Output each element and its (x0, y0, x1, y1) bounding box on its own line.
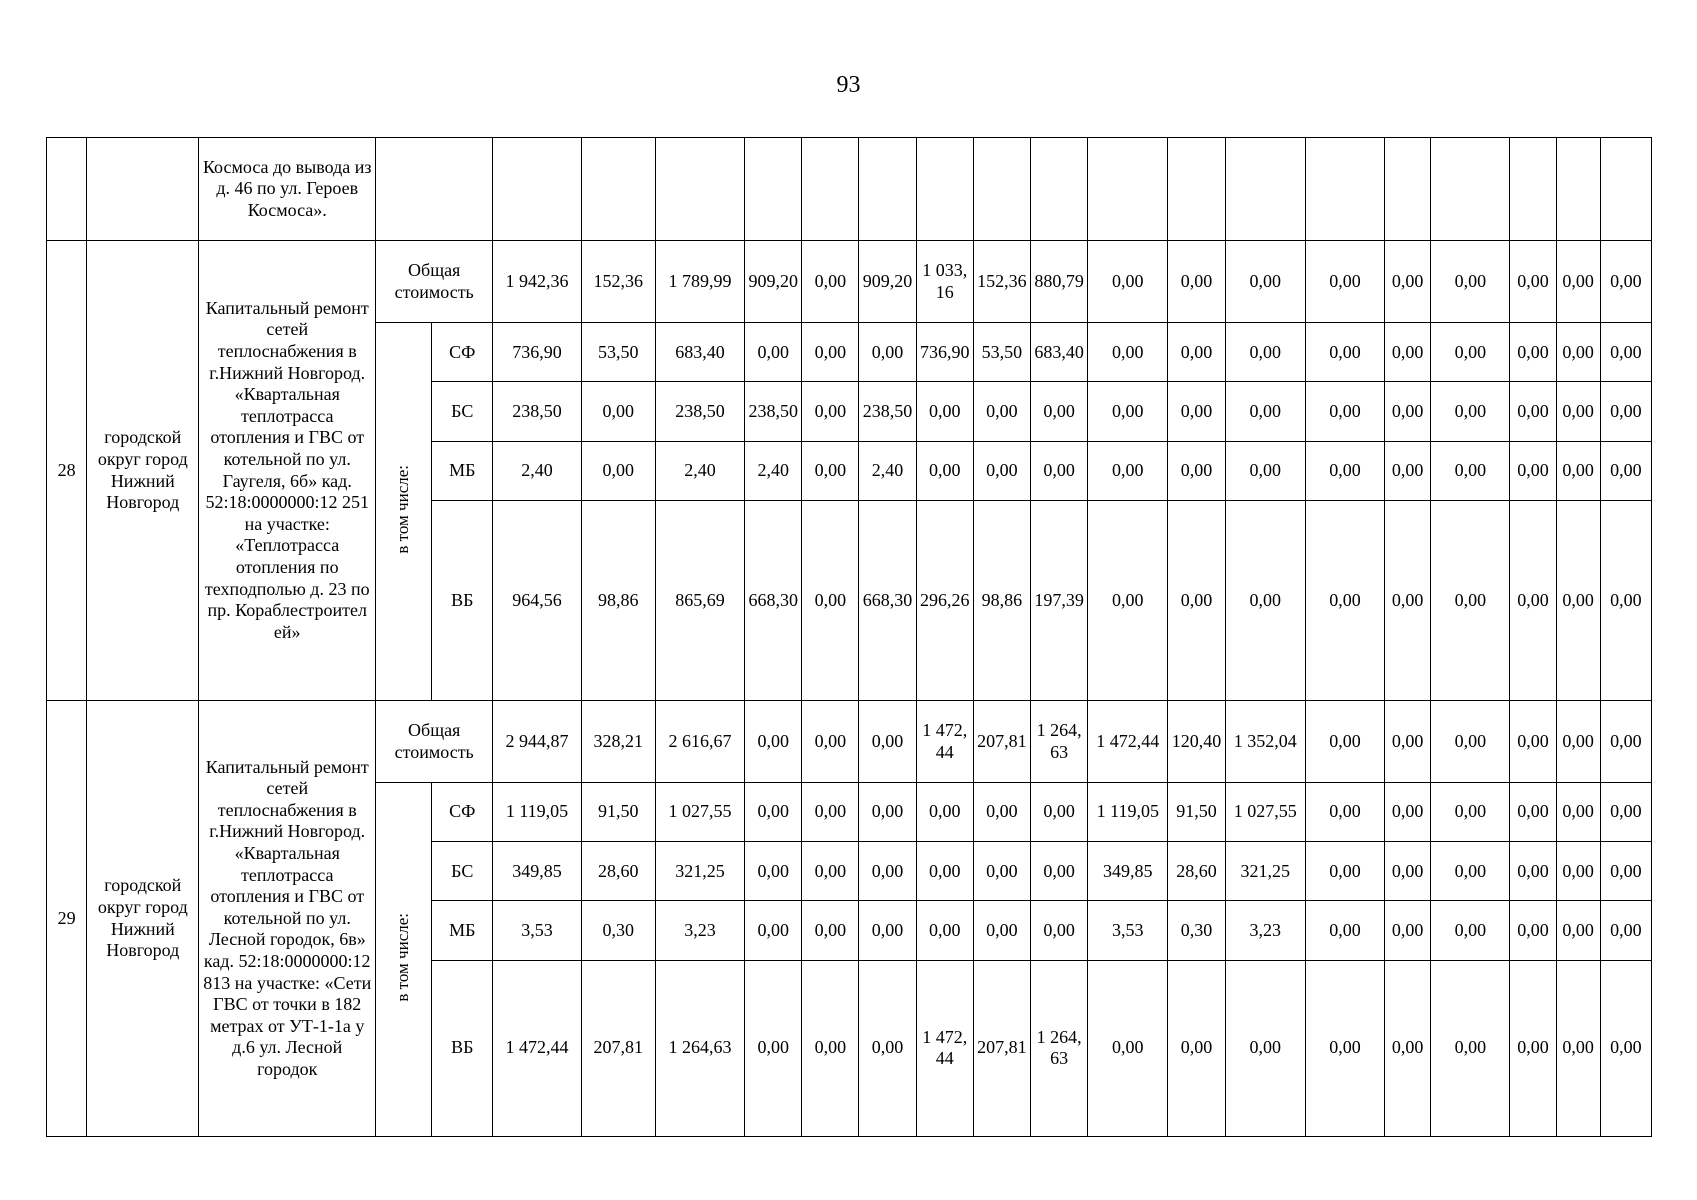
value-cell: 0,00 (1385, 960, 1431, 1136)
source-label: МБ (432, 441, 493, 500)
value-cell: 0,00 (1556, 441, 1600, 500)
value-cell: 0,00 (1510, 382, 1556, 441)
value-cell: 0,00 (1556, 382, 1600, 441)
value-cell: 0,00 (859, 783, 916, 842)
value-cell: 0,00 (1510, 241, 1556, 323)
value-cell: 0,00 (1556, 901, 1600, 960)
value-cell: 98,86 (973, 500, 1030, 700)
owner-cell (87, 138, 199, 241)
value-cell: 0,00 (1556, 500, 1600, 700)
value-cell: 0,00 (1510, 783, 1556, 842)
value-cell: 1 027,55 (1225, 783, 1305, 842)
value-cell: 2,40 (493, 441, 581, 500)
value-cell: 0,00 (1600, 323, 1651, 382)
value-cell: 3,23 (1225, 901, 1305, 960)
value-cell: 1 119,05 (493, 783, 581, 842)
value-cell: 0,00 (1385, 500, 1431, 700)
value-cell: 0,00 (1556, 842, 1600, 901)
value-cell: 0,00 (1305, 842, 1384, 901)
value-cell: 0,00 (802, 441, 859, 500)
value-cell: 0,00 (1225, 241, 1305, 323)
value-cell: 238,50 (655, 382, 744, 441)
value-cell: 0,00 (859, 323, 916, 382)
value-cell: 120,40 (1168, 701, 1225, 783)
value-cell: 1 352,04 (1225, 701, 1305, 783)
value-cell: 683,40 (655, 323, 744, 382)
source-label: МБ (432, 901, 493, 960)
value-cell: 0,00 (1030, 783, 1087, 842)
value-cell: 91,50 (581, 783, 655, 842)
value-cell: 207,81 (581, 960, 655, 1136)
value-cell: 321,25 (655, 842, 744, 901)
value-cell: 3,23 (655, 901, 744, 960)
value-cell: 0,00 (802, 382, 859, 441)
source-label: ВБ (432, 960, 493, 1136)
total-label: Общая стоимость (376, 701, 493, 783)
row-index: 28 (47, 241, 87, 701)
value-cell: 0,00 (1600, 783, 1651, 842)
budget-table-body (47, 138, 1652, 1137)
table-row-total (47, 701, 1652, 783)
value-cell: 0,00 (1431, 441, 1510, 500)
value-cell: 98,86 (581, 500, 655, 700)
source-cell (376, 138, 493, 241)
value-cell: 0,00 (1385, 382, 1431, 441)
value-cell: 0,00 (1385, 441, 1431, 500)
value-cell: 0,00 (1600, 441, 1651, 500)
budget-table (46, 137, 1652, 1137)
value-cell: 0,00 (745, 323, 802, 382)
value-cell: 0,00 (1305, 241, 1384, 323)
value-cell: 53,50 (581, 323, 655, 382)
value-cell: 0,00 (1305, 323, 1384, 382)
value-cell: 1 472,44 (916, 701, 973, 783)
value-cell: 0,00 (1088, 500, 1168, 700)
value-cell: 0,30 (581, 901, 655, 960)
value-cell: 0,00 (1431, 960, 1510, 1136)
value-cell: 349,85 (493, 842, 581, 901)
value-cell: 0,00 (1431, 382, 1510, 441)
value-cell: 28,60 (1168, 842, 1225, 901)
value-cell: 0,00 (1225, 382, 1305, 441)
total-label: Общая стоимость (376, 241, 493, 323)
value-cell: 1 472,44 (1088, 701, 1168, 783)
value-cell: 0,00 (1168, 960, 1225, 1136)
value-cell: 0,00 (1225, 323, 1305, 382)
value-cell: 0,00 (1431, 701, 1510, 783)
value-cell: 0,00 (802, 323, 859, 382)
value-cell: 1 264,63 (1030, 960, 1087, 1136)
value-cell: 0,00 (1556, 701, 1600, 783)
value-cell: 736,90 (916, 323, 973, 382)
value-cell: 0,00 (1431, 323, 1510, 382)
table-row-total (47, 241, 1652, 323)
value-cell: 0,00 (745, 701, 802, 783)
value-cell: 0,00 (1556, 323, 1600, 382)
value-cell: 53,50 (973, 323, 1030, 382)
value-cell: 0,00 (1510, 960, 1556, 1136)
value-cell: 0,00 (916, 901, 973, 960)
value-cell: 0,00 (973, 783, 1030, 842)
value-cell: 668,30 (745, 500, 802, 700)
value-cell: 880,79 (1030, 241, 1087, 323)
value-cell: 0,00 (802, 241, 859, 323)
value-cell: 0,00 (745, 901, 802, 960)
value-cell: 1 472,44 (493, 960, 581, 1136)
description-cell: Капитальный ремонт сетей теплоснабжения в г.Нижний Новгород. «Квартальная теплотрасса отопления и ГВС от котельной по ул. Гаугеля, 6б» кад. 52:18:0000000:12 251 на участке: «Теплотрасса отопления по техподполью д. 23 по пр. Кораблестроител ей» (199, 241, 376, 701)
value-cell: 0,00 (745, 842, 802, 901)
source-label: СФ (432, 323, 493, 382)
source-label: ВБ (432, 500, 493, 700)
value-cell: 0,00 (1510, 441, 1556, 500)
value-cell: 0,00 (973, 901, 1030, 960)
value-cell: 1 264,63 (655, 960, 744, 1136)
value-cell: 0,00 (916, 441, 973, 500)
value-cell: 0,00 (1305, 701, 1384, 783)
including-label-cell (376, 323, 432, 701)
index-cell (47, 138, 87, 241)
value-cell: 0,00 (1431, 500, 1510, 700)
value-cell: 0,00 (1168, 382, 1225, 441)
value-cell: 0,00 (973, 382, 1030, 441)
value-cell: 1 033,16 (916, 241, 973, 323)
value-cell: 0,00 (859, 701, 916, 783)
value-cell: 152,36 (973, 241, 1030, 323)
value-cell: 28,60 (581, 842, 655, 901)
value-cell: 238,50 (493, 382, 581, 441)
value-cell: 1 472,44 (916, 960, 973, 1136)
value-cell: 0,00 (1600, 241, 1651, 323)
value-cell: 736,90 (493, 323, 581, 382)
value-cell: 0,00 (1600, 842, 1651, 901)
value-cell: 0,00 (745, 960, 802, 1136)
source-label: БС (432, 382, 493, 441)
value-cell: 0,00 (916, 783, 973, 842)
value-cell: 3,53 (493, 901, 581, 960)
value-cell: 349,85 (1088, 842, 1168, 901)
value-cell: 296,26 (916, 500, 973, 700)
value-cell: 0,00 (1431, 901, 1510, 960)
value-cell: 0,00 (1225, 960, 1305, 1136)
value-cell: 2,40 (745, 441, 802, 500)
value-cell: 0,00 (1600, 901, 1651, 960)
value-cell: 0,00 (1556, 960, 1600, 1136)
description-cell: Капитальный ремонт сетей теплоснабжения в г.Нижний Новгород. «Квартальная теплотрасса отопления и ГВС от котельной по ул. Лесной городок, 6в» кад. 52:18:0000000:12 813 на участке: «Сети ГВС от точки в 182 метрах от УТ-1-1а у д.6 ул. Лесной городок (199, 701, 376, 1137)
value-cell: 0,00 (802, 901, 859, 960)
value-cell: 152,36 (581, 241, 655, 323)
value-cell: 207,81 (973, 701, 1030, 783)
value-cell: 0,00 (859, 901, 916, 960)
value-cell: 0,00 (1385, 842, 1431, 901)
owner-cell: городской округ город Нижний Новгород (87, 701, 199, 1137)
value-cell: 683,40 (1030, 323, 1087, 382)
value-cell: 0,00 (916, 842, 973, 901)
value-cell: 0,00 (1600, 382, 1651, 441)
value-cell: 0,00 (802, 783, 859, 842)
value-cell: 0,00 (859, 842, 916, 901)
value-cell: 0,00 (581, 441, 655, 500)
value-cell: 0,30 (1168, 901, 1225, 960)
row-index: 29 (47, 701, 87, 1137)
value-cell: 0,00 (1088, 441, 1168, 500)
value-cell: 0,00 (802, 701, 859, 783)
value-cell: 0,00 (1088, 241, 1168, 323)
value-cell: 0,00 (916, 382, 973, 441)
including-label-cell (376, 783, 432, 1137)
value-cell: 0,00 (745, 783, 802, 842)
value-cell: 0,00 (802, 500, 859, 700)
value-cell: 0,00 (1556, 241, 1600, 323)
value-cell: 0,00 (1556, 783, 1600, 842)
value-cell: 0,00 (1168, 323, 1225, 382)
value-cell: 0,00 (1030, 382, 1087, 441)
value-cell: 328,21 (581, 701, 655, 783)
value-cell: 0,00 (1431, 783, 1510, 842)
value-cell: 0,00 (859, 960, 916, 1136)
value-cell: 0,00 (1510, 842, 1556, 901)
value-cell: 0,00 (1431, 842, 1510, 901)
value-cell: 0,00 (1030, 901, 1087, 960)
value-cell: 0,00 (1088, 323, 1168, 382)
value-cell: 0,00 (1600, 500, 1651, 700)
value-cell: 238,50 (745, 382, 802, 441)
value-cell: 0,00 (1510, 701, 1556, 783)
value-cell: 0,00 (1305, 783, 1384, 842)
value-cell: 0,00 (802, 842, 859, 901)
value-cell: 0,00 (1030, 441, 1087, 500)
value-cell: 197,39 (1030, 500, 1087, 700)
value-cell: 0,00 (1385, 241, 1431, 323)
value-cell: 321,25 (1225, 842, 1305, 901)
value-cell: 0,00 (1510, 500, 1556, 700)
value-cell: 1 027,55 (655, 783, 744, 842)
source-label: СФ (432, 783, 493, 842)
value-cell: 964,56 (493, 500, 581, 700)
value-cell: 2,40 (859, 441, 916, 500)
value-cell: 1 264,63 (1030, 701, 1087, 783)
value-cell: 865,69 (655, 500, 744, 700)
value-cell: 0,00 (1385, 701, 1431, 783)
value-cell: 1 789,99 (655, 241, 744, 323)
value-cell: 0,00 (802, 960, 859, 1136)
value-cell: 2 616,67 (655, 701, 744, 783)
value-cell: 91,50 (1168, 783, 1225, 842)
value-cell: 0,00 (973, 441, 1030, 500)
value-cell: 0,00 (973, 842, 1030, 901)
value-cell: 0,00 (1600, 960, 1651, 1136)
description-cell: Космоса до вывода из д. 46 по ул. Героев Космоса». (199, 138, 376, 241)
value-cell: 0,00 (1385, 901, 1431, 960)
value-cell: 207,81 (973, 960, 1030, 1136)
value-cell: 909,20 (745, 241, 802, 323)
value-cell: 2 944,87 (493, 701, 581, 783)
value-cell: 0,00 (1385, 783, 1431, 842)
value-cell: 0,00 (581, 382, 655, 441)
value-cell: 0,00 (1305, 901, 1384, 960)
value-cell: 0,00 (1168, 441, 1225, 500)
value-cell: 0,00 (1305, 960, 1384, 1136)
including-label: в том числе: (393, 912, 413, 1002)
value-cell: 0,00 (1510, 323, 1556, 382)
source-label: БС (432, 842, 493, 901)
value-cell: 0,00 (1431, 241, 1510, 323)
value-cell: 0,00 (1225, 441, 1305, 500)
value-cell: 2,40 (655, 441, 744, 500)
value-cell: 1 119,05 (1088, 783, 1168, 842)
owner-cell: городской округ город Нижний Новгород (87, 241, 199, 701)
value-cell: 0,00 (1168, 500, 1225, 700)
value-cell: 0,00 (1385, 323, 1431, 382)
value-cell: 238,50 (859, 382, 916, 441)
value-cell: 668,30 (859, 500, 916, 700)
value-cell: 0,00 (1168, 241, 1225, 323)
value-cell: 0,00 (1225, 500, 1305, 700)
value-cell: 0,00 (1510, 901, 1556, 960)
value-cell: 909,20 (859, 241, 916, 323)
value-cell: 0,00 (1088, 960, 1168, 1136)
table-row-continuation (47, 138, 1652, 241)
value-cell: 0,00 (1088, 382, 1168, 441)
value-cell: 0,00 (1030, 842, 1087, 901)
value-cell: 0,00 (1305, 441, 1384, 500)
value-cell: 3,53 (1088, 901, 1168, 960)
value-cell: 0,00 (1600, 701, 1651, 783)
page-number: 93 (836, 72, 861, 98)
value-cell: 0,00 (1305, 382, 1384, 441)
value-cell: 0,00 (1305, 500, 1384, 700)
value-cell: 1 942,36 (493, 241, 581, 323)
including-label: в том числе: (393, 464, 413, 554)
